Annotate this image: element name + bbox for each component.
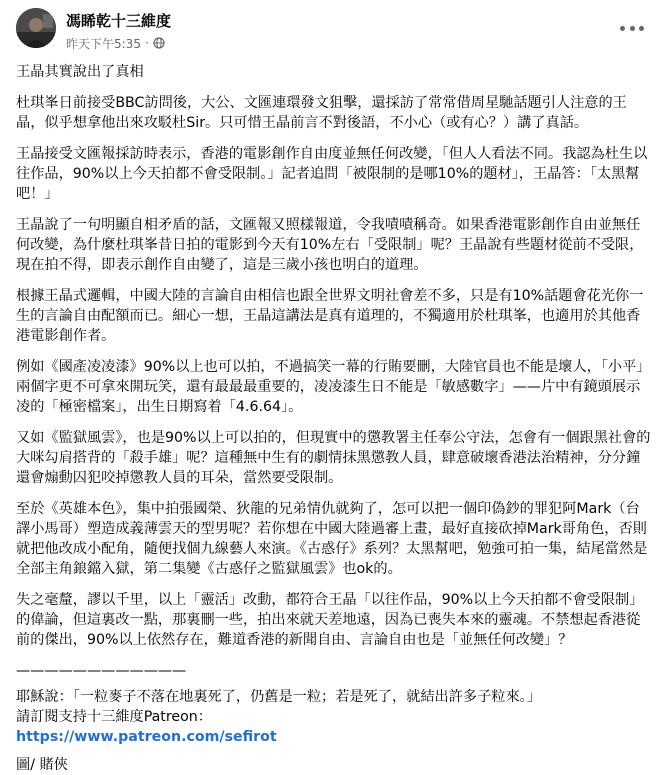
post-timestamp[interactable]: 昨天下午5:35: [66, 36, 141, 51]
post-paragraph: 失之毫釐，謬以千里，以上「靈活」改動，都符合王晶「以往作品，90%以上今天拍都不會受限制」的偉論，但這裏改一點，那裏刪一些，拍出來就天差地遠，因為已喪失本來的靈魂。不禁想起香港從前的傑出，90%以上依然存在，難道香港的新聞自由、言論自由也是「並無任何改變」？: [16, 592, 644, 648]
post-paragraph: 至於《英雄本色》，集中拍張國榮、狄龍的兄弟情仇就夠了，怎可以把一個印偽鈔的罪犯阿Mark（台譯小馬哥）塑造成義薄雲天的型男呢？若你想在中國大陸過審上畫，最好直接砍掉Mark哥角色，否則就把他改成小配角，隨便找個九線藝人來演。《古惑仔》系列？太黑幫吧，勉強可拍一集，結尾當然是全部主角鋃鐺入獄，第二集變《古惑仔之監獄風雲》也ok的。: [16, 501, 648, 577]
post-paragraph: 王晶接受文匯報採訪時表示，香港的電影創作自由度並無任何改變，「但人人看法不同。我認為杜生以往作品，90%以上今天拍都不會受限制。」記者追問「被限制的是哪10%的題材」，王晶答：「太黑幫吧！」: [16, 146, 648, 202]
post-header: [0, 0, 664, 62]
post-body: [16, 62, 652, 775]
support-text: 請訂閱支持十三維度Patreon：: [16, 709, 212, 725]
post-meta: [66, 35, 165, 51]
more-options-icon[interactable]: [620, 22, 644, 34]
meta-separator: ·: [144, 36, 149, 50]
avatar-image: [16, 8, 56, 48]
post-paragraph-title: 王晶其實說出了真相: [16, 64, 144, 80]
author-avatar[interactable]: [16, 8, 56, 48]
author-name[interactable]: 馮睎乾十三維度: [66, 12, 172, 30]
post-paragraph: 根據王晶式邏輯，中國大陸的言論自由相信也跟全世界文明社會差不多，只是有10%話題會花光你一生的言論自由配額而已。細心一想，王晶這講法是真有道理的，不獨適用於杜琪峯，也適用於其他香港電影創作者。: [16, 288, 644, 344]
patreon-link-row: [16, 727, 652, 747]
post-paragraph: 又如《監獄風雲》，也是90%以上可以拍的，但現實中的懲教署主任奉公守法，怎會有一個跟黑社會的大咪勾肩搭背的「殺手雄」呢？這種無中生有的劇情抹黑懲教人員，肆意破壞香港法治精神，分分鐘還會煽動囚犯咬掉懲教人員的耳朵，當然要受限制。: [16, 430, 651, 486]
post-paragraph: 杜琪峯日前接受BBC訪問後，大公、文匯連環發文狙擊，還採訪了常常借周星馳話題引人注意的王晶，似乎想拿他出來攻駁杜Sir。只可惜王晶前言不對後語，不小心（或有心？）講了真話。: [16, 95, 627, 131]
post-paragraph: 例如《國產凌凌漆》90%以上也可以拍，不過搞笑一幕的行賄要刪，大陸官員也不能是壞人，「小平」兩個字更不可拿來開玩笑，還有最最最重要的，凌凌漆生日不能是「敏感數字」——片中有鏡頭展示凌的「極密檔案」，出生日期寫着「4.6.64」。: [16, 359, 651, 415]
separator-line: ————————————: [16, 663, 187, 679]
patreon-link[interactable]: https://www.patreon.com/sefirot: [16, 729, 277, 745]
post-paragraph: 王晶說了一句明顯自相矛盾的話，文匯報又照樣報道，令我嘖嘖稱奇。如果香港電影創作自由並無任何改變，為什麼杜琪峯昔日拍的電影到今天有10%左右「受限制」呢？王晶說有些題材從前不受限，現在拍不得，即表示創作自由變了，這是三歲小孩也明白的道理。: [16, 217, 644, 273]
image-credit: 圖/ 賭俠: [16, 757, 68, 773]
bible-quote: 耶穌說：「一粒麥子不落在地裏死了，仍舊是一粒；若是死了，就結出許多子粒來。」: [16, 689, 541, 705]
globe-icon[interactable]: [153, 37, 165, 49]
